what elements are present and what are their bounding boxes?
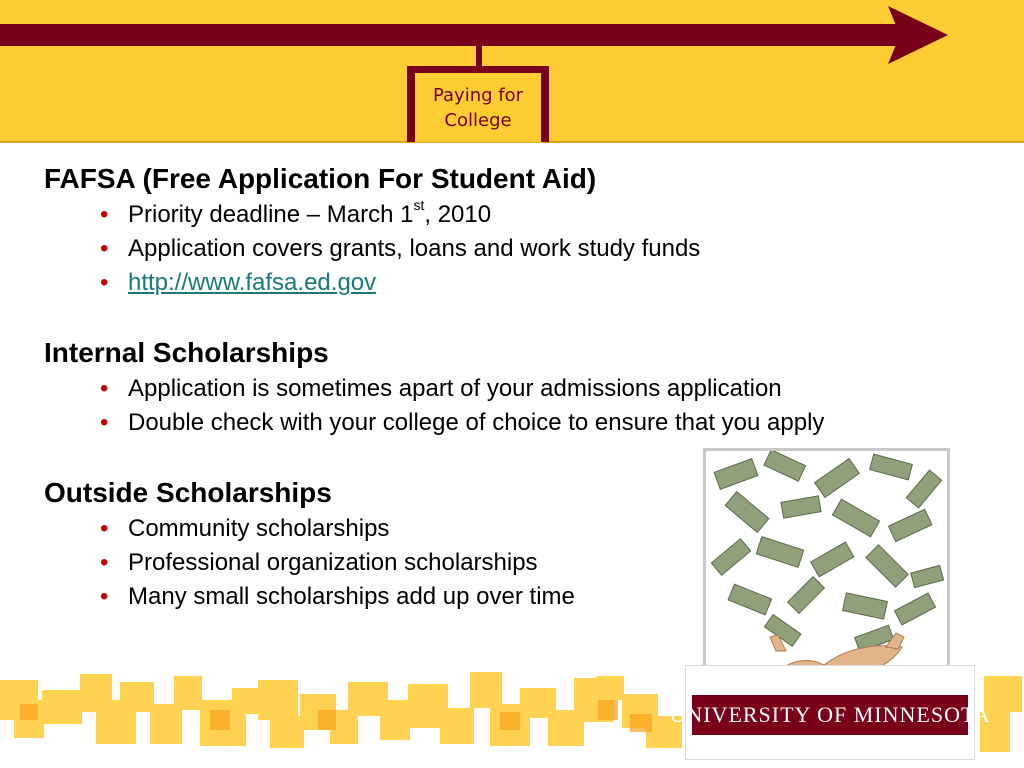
bullet-icon: •: [100, 549, 109, 576]
list-item-text: Many small scholarships add up over time: [128, 583, 575, 610]
list-item: [44, 232, 974, 266]
deadline-superscript: st: [413, 197, 425, 213]
list-item-text: Double check with your college of choice to ensure that you apply: [128, 409, 825, 436]
fafsa-list: [44, 198, 974, 300]
list-item: [44, 372, 974, 406]
list-item: [44, 406, 974, 440]
internal-list: [44, 372, 974, 440]
list-item: [44, 198, 974, 232]
deadline-text: Priority deadline – March 1: [128, 201, 414, 228]
spacer: [44, 300, 974, 334]
money-raining-photo: [703, 448, 950, 695]
list-item: [44, 266, 974, 300]
bullet-icon: •: [100, 235, 109, 262]
title-box: [407, 66, 549, 142]
bullet-icon: •: [100, 269, 109, 296]
bullet-icon: •: [100, 515, 109, 542]
bullet-icon: •: [100, 409, 109, 436]
slide-title: [413, 71, 543, 142]
title-line-2: College: [444, 109, 512, 131]
university-logo-text: UNIVERSITY OF MINNESOTA: [669, 702, 991, 727]
list-item-text: Application covers grants, loans and work study funds: [128, 235, 701, 262]
university-logo: [669, 695, 991, 735]
list-item-text: Application is sometimes apart of your admissions application: [128, 375, 782, 402]
bullet-icon: •: [100, 583, 109, 610]
title-line-1: Paying for: [432, 84, 524, 106]
section-title-fafsa: FAFSA (Free Application For Student Aid): [44, 163, 597, 194]
list-item-text: Professional organization scholarships: [128, 549, 538, 576]
money-illustration: [706, 451, 947, 692]
bullet-icon: •: [100, 201, 109, 228]
list-item-text: Community scholarships: [128, 515, 390, 542]
deadline-year: , 2010: [424, 201, 492, 228]
bullet-icon: •: [100, 375, 109, 402]
section-title-internal: Internal Scholarships: [44, 337, 329, 368]
fafsa-link[interactable]: http://www.fafsa.ed.gov: [128, 269, 377, 296]
section-title-outside: Outside Scholarships: [44, 477, 332, 508]
